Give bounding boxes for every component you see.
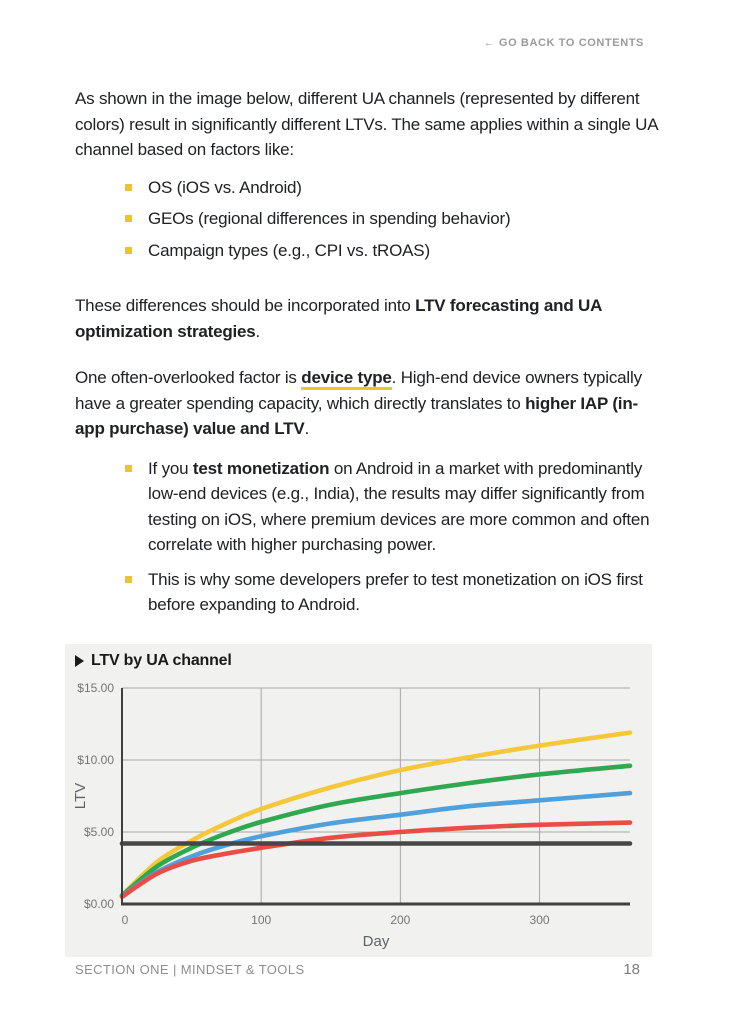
y-tick-label: $0.00 [83, 896, 114, 911]
footer-section-label: SECTION ONE | MINDSET & TOOLS [75, 962, 305, 977]
monetization-bullet-list [75, 456, 667, 618]
series-line-channel-red [122, 822, 630, 896]
x-tick-label: 300 [529, 912, 550, 927]
list-item-text: GEOs (regional differences in spending behavior) [148, 209, 511, 228]
intro-paragraph: As shown in the image below, different UA channels (represented by different colors) result in significantly different LTVs. The same applies within a single UA channel based on factors like: [75, 89, 658, 159]
footer-page-number: 18 [623, 961, 640, 978]
x-tick-label: 100 [251, 912, 272, 927]
x-tick-label: 0 [121, 912, 129, 927]
list-item [125, 456, 667, 558]
list-item [125, 567, 667, 618]
bullet-square-icon [125, 247, 132, 254]
series-line-channel-green [122, 765, 630, 895]
list-item-text: If you test monetization on Android in a market with predominantly low-end devices (e.g., India), the results may differ significantly from testing on iOS, where premium devices are more common and often correlate with higher purchasing power. [148, 458, 650, 554]
bullet-square-icon [125, 465, 132, 472]
bullet-square-icon [125, 215, 132, 222]
list-item [125, 175, 667, 201]
chart-title-row [75, 652, 232, 670]
list-item [125, 206, 667, 232]
page-footer [75, 961, 640, 978]
list-item-text: OS (iOS vs. Android) [148, 177, 302, 197]
ltv-chart-card [65, 644, 652, 957]
series-line-channel-yellow [122, 732, 630, 895]
y-tick-label: $15.00 [77, 680, 114, 695]
bullet-square-icon [125, 576, 132, 583]
y-tick-label: $5.00 [83, 824, 114, 839]
go-back-to-contents-link[interactable]: ← GO BACK TO CONTENTS [483, 37, 644, 49]
bullet-square-icon [125, 184, 132, 191]
list-item [125, 238, 667, 264]
factors-bullet-list [75, 175, 667, 264]
device-type-paragraph: One often-overlooked factor is device type. High-end device owners typically have a greater spending capacity, which directly translates to higher IAP (in-app purchase) value and LTV. [75, 368, 642, 438]
list-item-text: Campaign types (e.g., CPI vs. tROAS) [148, 240, 430, 260]
chart-title-marker-icon [75, 655, 84, 667]
chart-title: LTV by UA channel [91, 651, 232, 669]
list-item-text: This is why some developers prefer to test monetization on iOS first before expanding to Android. [148, 569, 643, 614]
y-axis-title: LTV [72, 782, 89, 809]
ltv-chart-svg [65, 644, 652, 957]
y-tick-label: $10.00 [77, 752, 114, 767]
x-tick-label: 200 [390, 912, 411, 927]
page-content [72, 86, 667, 957]
forecasting-paragraph: These differences should be incorporated into LTV forecasting and UA optimization strategies. [75, 296, 602, 341]
x-axis-title: Day [362, 932, 390, 950]
